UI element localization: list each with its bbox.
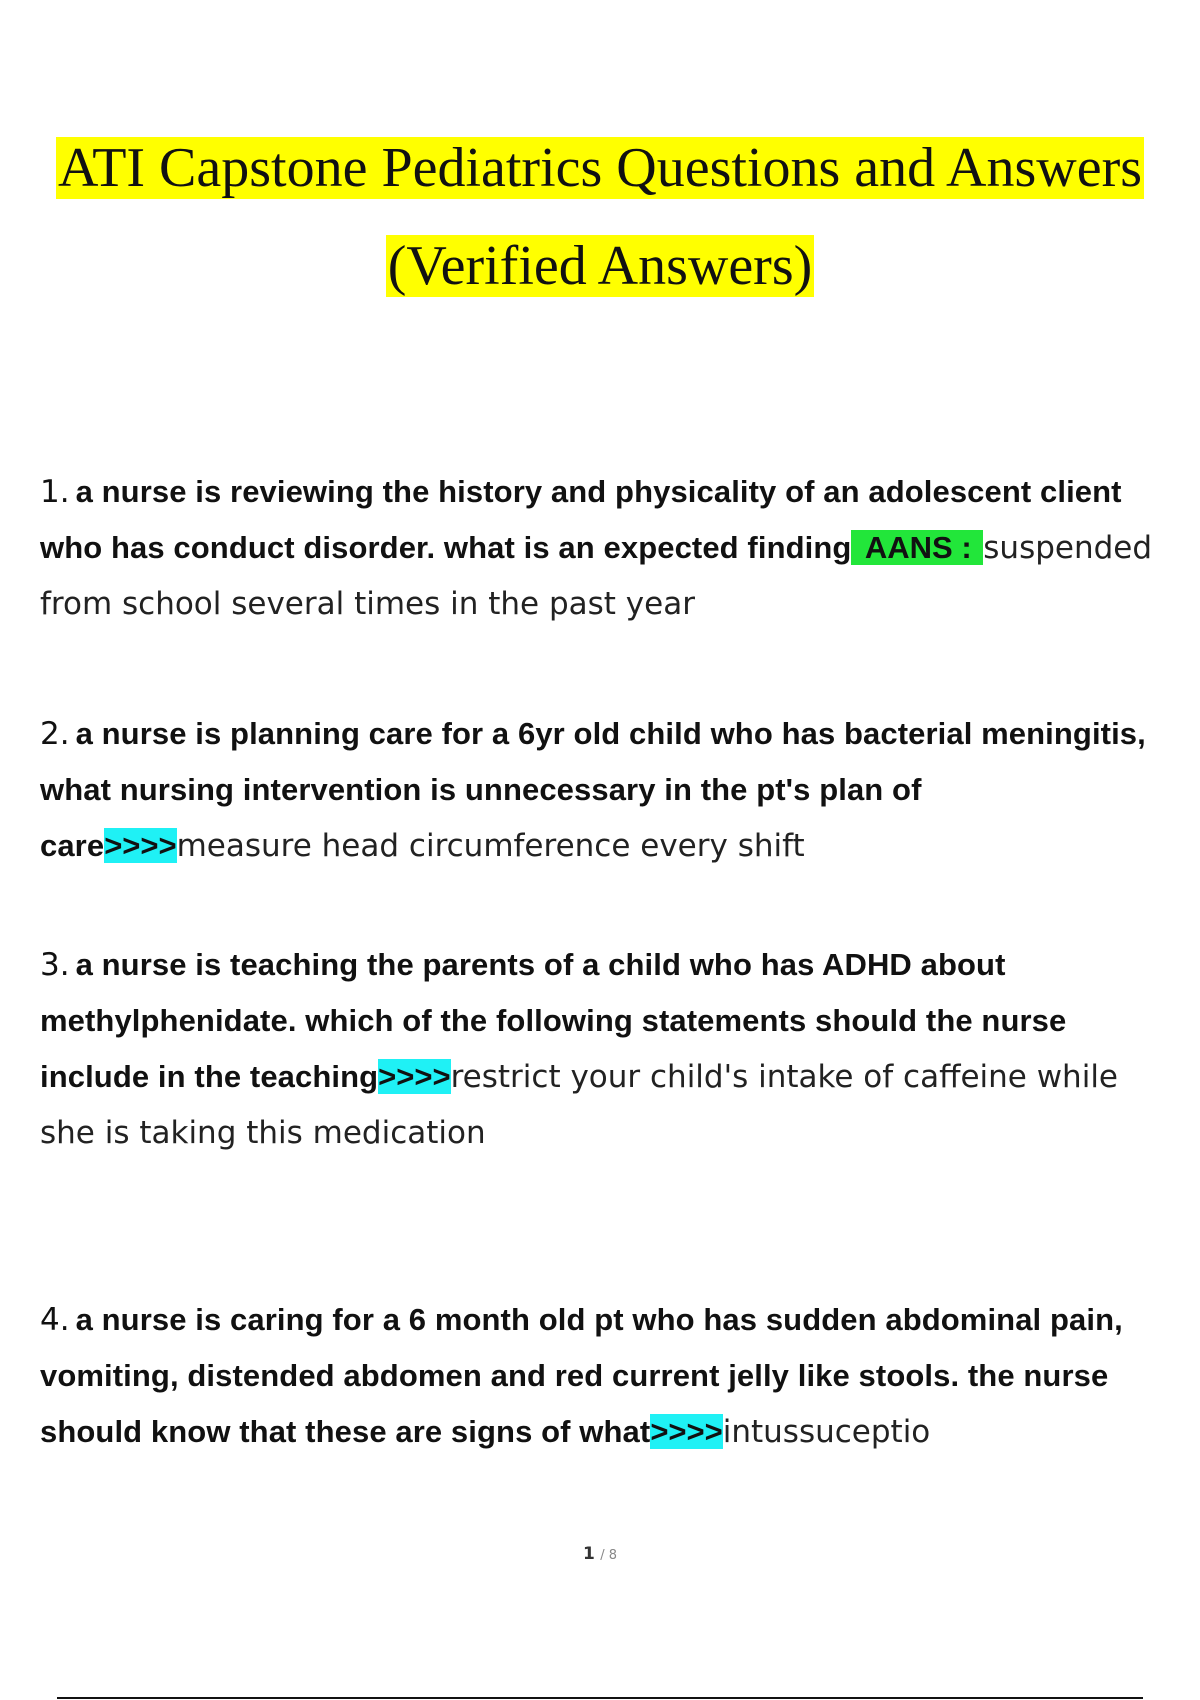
subtitle-highlight: (Verified Answers) [387,235,813,297]
page-number-total: / 8 [600,1548,618,1563]
answer-marker: AANS : [851,530,983,565]
answer-marker: >>>> [104,828,177,863]
answer-text: restrict your child's intake of caffeine while she is taking this medication [40,1059,1119,1151]
page-divider [57,1697,1143,1699]
question-number: 2. [40,716,70,752]
question-2 [40,706,1180,874]
document-title-line-1 [0,135,1200,201]
question-number: 1. [40,474,70,510]
page-number-current: 1 [582,1544,595,1564]
answer-text: intussuceptio [722,1414,931,1450]
question-text: a nurse is teaching the parents of a child who has ADHD about methylphenidate. which of the following statements should the nurse include in the teaching [40,947,1067,1094]
question-number: 3. [40,947,70,983]
question-3 [40,937,1180,1161]
answer-marker: >>>> [650,1414,723,1449]
answer-marker: >>>> [378,1059,451,1094]
question-4 [40,1292,1180,1460]
document-title-line-2 [0,233,1200,299]
question-1 [40,464,1180,632]
answer-text: suspended from school several times in the past year [40,530,1153,622]
question-text: a nurse is reviewing the history and physicality of an adolescent client who has conduct disorder. what is an expected finding [40,474,1122,565]
question-text: a nurse is planning care for a 6yr old child who has bacterial meningitis, what nursing intervention is unnecessary in the pt's plan of care [40,716,1146,863]
question-number: 4. [40,1302,70,1338]
answer-text: measure head circumference every shift [176,828,805,864]
title-highlight: ATI Capstone Pediatrics Questions and Answers [57,137,1143,199]
page-number [0,1544,1200,1564]
question-text: a nurse is caring for a 6 month old pt who has sudden abdominal pain, vomiting, distended abdomen and red current jelly like stools. the nurse should know that these are signs of what [40,1302,1123,1449]
